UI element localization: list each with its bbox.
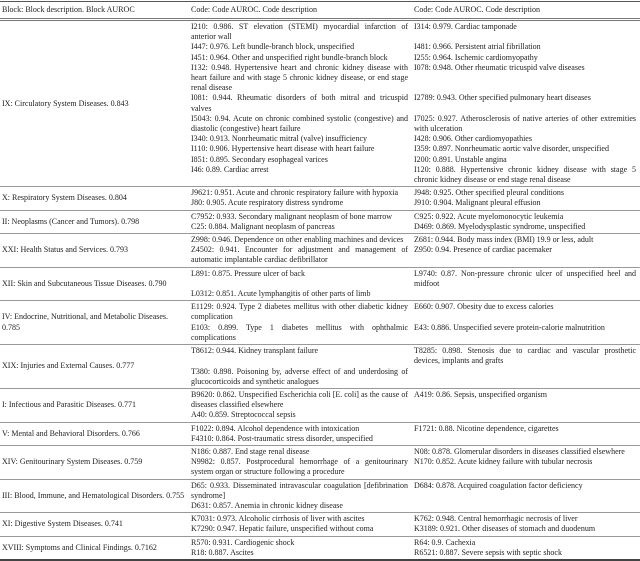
code-entry: N170: 0.852. Acute kidney failure with tubular necrosis — [414, 457, 593, 467]
header-code-2: Code: Code AUROC. Code description — [414, 5, 540, 14]
code-entry: I340: 0.913. Nonrheumatic mitral (valve) insufficiency — [191, 134, 368, 144]
table-row — [0, 233, 640, 267]
code-entry: I132: 0.948. Hypertensive heart and chronic kidney disease with heart failure and with stage 5 chronic kidney disease, or end stage renal disease — [191, 62, 408, 93]
block-description: XI: Digestive System Diseases. 0.741 — [2, 519, 123, 529]
block-description: X: Respiratory System Diseases. 0.804 — [2, 193, 127, 203]
code-entry: D469: 0.869. Myelodysplastic syndrome, unspecified — [414, 221, 586, 231]
code-entry: R18: 0.887. Ascites — [191, 547, 254, 557]
code-entry: E43: 0.886. Unspecified severe protein-calorie malnutrition — [414, 322, 605, 332]
block-description: XII: Skin and Subcutaneous Tissue Diseases. 0.790 — [2, 278, 167, 288]
table-row — [0, 344, 640, 388]
block-code-auroc-table — [0, 1, 640, 561]
code-entry: N08: 0.878. Glomerular disorders in diseases classified elsewhere — [414, 446, 625, 456]
code-entry: I428: 0.906. Other cardiomyopathies — [414, 134, 532, 144]
block-description: XIV: Genitourinary System Diseases. 0.759 — [2, 457, 143, 467]
code-entry: A40: 0.859. Streptococcal sepsis — [191, 410, 296, 420]
code-entry: F1022: 0.894. Alcohol dependence with intoxication — [191, 423, 360, 433]
code-entry: I2789: 0.943. Other specified pulmonary heart diseases — [414, 93, 591, 103]
code-entry — [412, 410, 640, 420]
code-entry: J948: 0.925. Other specified pleural conditions — [414, 188, 564, 198]
code-entry: B9620: 0.862. Unspecified Escherichia coli [E. coli] as the cause of diseases classified elsewhere — [191, 389, 408, 410]
table-row — [0, 210, 640, 233]
code-entry: Z998: 0.946. Dependence on other enabling machines and devices — [191, 235, 404, 245]
code-entry: I255: 0.964. Ischemic cardiomyopathy — [414, 52, 538, 62]
code-entry: K7290: 0.947. Hepatic failure, unspecified without coma — [191, 524, 374, 534]
code-entry: F1721: 0.88. Nicotine dependence, cigarettes — [414, 423, 559, 433]
code-entry: K3189: 0.921. Other diseases of stomach and duodenum — [414, 524, 596, 534]
block-description: III: Blood, Immune, and Hematological Disorders. 0.755 — [2, 490, 185, 500]
code-entry: L0312: 0.851. Acute lymphangitis of other parts of limb — [191, 289, 371, 299]
code-entry: N9982: 0.857. Postprocedural hemorrhage of a genitourinary system organ or structure following a procedure — [191, 457, 408, 477]
table-row — [0, 512, 640, 535]
code-entry — [412, 501, 640, 511]
header-block: Block: Block description. Block AUROC — [2, 5, 135, 14]
code-entry: J910: 0.904. Malignant pleural effusion — [414, 198, 541, 208]
code-entry: Z681: 0.944. Body mass index (BMI) 19.9 or less, adult — [414, 235, 594, 245]
code-entry: Z950: 0.94. Presence of cardiac pacemaker — [414, 245, 552, 255]
code-entry — [412, 367, 640, 387]
code-entry: D684: 0.878. Acquired coagulation factor deficiency — [414, 480, 583, 490]
code-entry: R6521: 0.887. Severe sepsis with septic shock — [414, 547, 562, 557]
block-description: XIX: Injuries and External Causes. 0.777 — [2, 361, 135, 371]
code-entry: I081: 0.944. Rheumatic disorders of both mitral and tricuspid valves — [191, 93, 408, 113]
code-entry: I078: 0.948. Other rheumatic tricuspid valve diseases — [414, 62, 585, 72]
code-entry: C925: 0.922. Acute myelomonocytic leukemia — [414, 211, 564, 221]
code-entry: F4310: 0.864. Post-traumatic stress disorder, unspecified — [191, 433, 373, 443]
block-description: IX: Circulatory System Diseases. 0.843 — [2, 98, 129, 108]
code-entry: I46: 0.89. Cardiac arrest — [191, 164, 269, 174]
code-entry: C25: 0.884. Malignant neoplasm of pancreas — [191, 221, 335, 231]
block-description: I: Infectious and Parasitic Diseases. 0.771 — [2, 400, 136, 410]
code-entry: I210: 0.986. ST elevation (STEMI) myocardial infarction of anterior wall — [191, 22, 408, 42]
code-entry: J80: 0.905. Acute respiratory distress syndrome — [191, 198, 344, 208]
table-row — [0, 300, 640, 344]
header-code-1: Code: Code AUROC. Code description — [191, 5, 317, 14]
block-description: V: Mental and Behavioral Disorders. 0.766 — [2, 428, 140, 438]
block-description: XVIII: Symptoms and Clinical Findings. 0.7162 — [2, 542, 157, 552]
code-entry: I120: 0.888. Hypertensive chronic kidney disease with stage 5 chronic kidney disease or end stage renal disease — [414, 164, 636, 185]
code-entry: R570: 0.931. Cardiogenic shock — [191, 537, 295, 547]
code-entry — [412, 289, 640, 299]
table-row — [0, 445, 640, 479]
table-body — [0, 21, 640, 559]
code-entry: L891: 0.875. Pressure ulcer of back — [191, 268, 305, 278]
table-row — [0, 267, 640, 301]
code-entry: K7031: 0.973. Alcoholic cirrhosis of liver with ascites — [191, 514, 365, 524]
code-entry: I200: 0.891. Unstable angina — [414, 154, 507, 164]
code-entry: I447: 0.976. Left bundle-branch block, unspecified — [191, 42, 355, 52]
code-entry: J9621: 0.951. Acute and chronic respiratory failure with hypoxia — [191, 188, 399, 198]
code-entry: R64: 0.9. Cachexia — [414, 537, 476, 547]
code-entry: T380: 0.898. Poisoning by, adverse effect of and underdosing of glucocorticoids and synthetic analogues — [191, 366, 408, 386]
table-row — [0, 186, 640, 209]
block-description: XXI: Health Status and Services. 0.793 — [2, 245, 128, 255]
code-entry: E660: 0.907. Obesity due to excess calories — [414, 302, 554, 312]
table-row — [0, 388, 640, 422]
table-row — [0, 21, 640, 186]
table-row — [0, 536, 640, 559]
code-entry: I451: 0.964. Other and unspecified right bundle-branch block — [191, 52, 388, 62]
code-entry: A419: 0.86. Sepsis, unspecified organism — [414, 389, 547, 399]
code-entry — [412, 434, 640, 444]
code-entry: K762: 0.948. Central hemorrhagic necrosis of liver — [414, 514, 578, 524]
table-row — [0, 479, 640, 513]
code-entry: N186: 0.887. End stage renal disease — [191, 446, 310, 456]
code-entry: I110: 0.906. Hypertensive heart disease with heart failure — [191, 144, 375, 154]
code-entry: I359: 0.897. Nonrheumatic aortic valve disorder, unspecified — [414, 144, 609, 154]
code-entry: C7952: 0.933. Secondary malignant neoplasm of bone marrow — [191, 211, 393, 221]
code-entry: I5043: 0.94. Acute on chronic combined systolic (congestive) and diastolic (congestive) heart failure — [191, 113, 408, 134]
table-header — [0, 2, 640, 21]
code-entry: E103: 0.899. Type 1 diabetes mellitus with ophthalmic complications — [191, 322, 408, 342]
code-entry: L9740: 0.87. Non-pressure chronic ulcer of unspecified heel and midfoot — [414, 268, 636, 288]
code-entry: I851: 0.895. Secondary esophageal varices — [191, 154, 328, 164]
table-row — [0, 422, 640, 445]
code-entry: D631: 0.857. Anemia in chronic kidney disease — [191, 500, 343, 510]
code-entry: Z4502: 0.941. Encounter for adjustment and management of automatic implantable cardiac defibrillator — [191, 245, 408, 265]
code-entry: I314: 0.979. Cardiac tamponade — [414, 22, 517, 31]
code-entry: I7025: 0.927. Atherosclerosis of native arteries of other extremities with ulceration — [414, 113, 636, 134]
block-description: IV: Endocrine, Nutritional, and Metabolic Diseases. 0.785 — [2, 312, 169, 332]
block-description: II: Neoplasms (Cancer and Tumors). 0.798 — [2, 216, 140, 226]
code-entry: I481: 0.966. Persistent atrial fibrillation — [414, 42, 541, 52]
code-entry: D65: 0.933. Disseminated intravascular coagulation [defibrination syndrome] — [191, 480, 408, 500]
code-entry: T8612: 0.944. Kidney transplant failure — [191, 346, 319, 356]
code-entry: T8285: 0.898. Stenosis due to cardiac and vascular prosthetic devices, implants and grafts — [414, 346, 636, 366]
code-entry: E1129: 0.924. Type 2 diabetes mellitus with other diabetic kidney complication — [191, 302, 408, 322]
